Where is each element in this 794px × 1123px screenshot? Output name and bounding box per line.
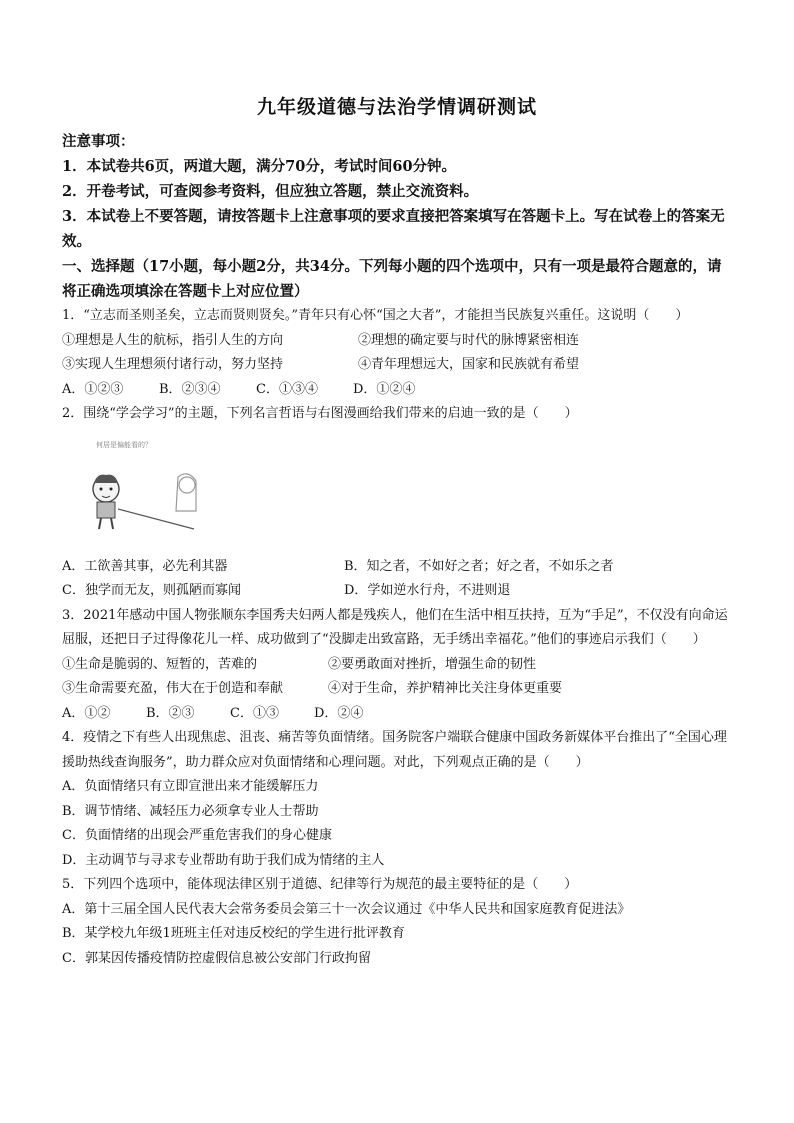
option-b: B．知之者，不如好之者；好之者，不如乐之者 <box>344 558 614 574</box>
option-b: B．调节情绪、减轻压力必须拿专业人士帮助 <box>62 803 319 819</box>
option-a: A．工欲善其事，必先利其器 <box>62 558 228 574</box>
option-c: C．负面情绪的出现会严重危害我们的身心健康 <box>62 828 332 843</box>
question-2-stem: 2．围绕“学会学习”的主题，下列名言哲语与右图漫画给我们带来的启迪一致的是（ ） <box>62 406 578 421</box>
notice-item: 3．本试卷上不要答题，请按答题卡上注意事项的要求直接把答案填写在答题卡上。写在试卷上的答案无效。 <box>62 208 725 250</box>
cartoon-illustration <box>74 433 202 545</box>
question-1-stem: 1．“立志而圣则圣矣，立志而贤则贤矣。”青年只有心怀“国之大者”，才能担当民族复兴重任。这说明（ ） <box>62 308 689 323</box>
option-c: C．郭某因传播疫情防控虚假信息被公安部门行政拘留 <box>62 950 371 966</box>
option-d: D．学如逆水行舟，不进则退 <box>344 583 511 598</box>
question-1-items <box>62 329 732 378</box>
statement-item: ②理想的确定要与时代的脉博紧密相连 <box>358 332 580 348</box>
statement-item: ②要勇敢面对挫折，增强生命的韧性 <box>328 656 537 672</box>
choice-d: D．②④ <box>314 705 364 721</box>
section-heading: 一、选择题（17小题，每小题2分，共34分。下列每小题的四个选项中，只有一项是最符合题意的，请将正确选项填涂在答题卡上对应位置） <box>62 258 722 300</box>
page-title: 九年级道德与法治学情调研测试 <box>256 96 537 118</box>
question-3-stem: 3．2021年感动中国人物张顺东李国秀夫妇两人都是残疾人，他们在生活中相互扶持，互为“手足”，不仅没有向命运屈服，还把日子过得像花儿一样、成功做到了“没脚走出致富路，无手绣出幸福花。”他们的事迹启示我们（ ） <box>62 607 728 647</box>
option-b: B．某学校九年级1班班主任对违反校纪的学生进行批评教育 <box>62 926 405 941</box>
choice-a: A．①②③ <box>62 381 124 397</box>
question-3-items <box>62 653 732 702</box>
option-a: A．第十三届全国人民代表大会常务委员会第三十一次会议通过《中华人民共和国家庭教育促进法》 <box>62 901 631 917</box>
statement-item: ③生命需要充盈，伟大在于创造和奉献 <box>62 681 284 696</box>
notice-item: 2．开卷考试，可查阅参考资料，但应独立答题，禁止交流资料。 <box>62 183 479 200</box>
question-1-choices <box>62 378 732 403</box>
notice-item: 1．本试卷共6页，两道大题，满分70分，考试时间60分钟。 <box>62 158 457 175</box>
statement-item: ③实现人生理想须付诸行动，努力坚持 <box>62 357 284 372</box>
cartoon-caption: 何居是偏能看的？ <box>96 440 152 449</box>
choice-c: C．①③ <box>230 705 279 721</box>
question-4-stem: 4．疫情之下有些人出现焦虑、沮丧、痛苦等负面情绪。国务院客户端联合健康中国政务新媒体平台推出了“全国心理援助热线查询服务”，助力群众应对负面情绪和心理问题。对此，下列观点正确的是（ ） <box>62 730 727 770</box>
choice-b: B．②③ <box>146 705 195 721</box>
choice-c: C．①③④ <box>256 381 318 397</box>
choice-d: D．①②④ <box>353 381 416 397</box>
statement-item: ④青年理想远大，国家和民族就有希望 <box>358 357 580 372</box>
statement-item: ④对于生命，养护精神比关注身体更重要 <box>328 681 563 696</box>
exam-page <box>62 92 732 971</box>
notice-heading: 注意事项： <box>62 133 135 150</box>
question-2-options <box>62 555 732 604</box>
statement-item: ①理想是人生的航标，指引人生的方向 <box>62 332 284 348</box>
choice-a: A．①② <box>62 705 111 721</box>
choice-b: B．②③④ <box>159 381 221 397</box>
option-a: A．负面情绪只有立即宣泄出来才能缓解压力 <box>62 779 319 794</box>
question-5-stem: 5．下列四个选项中，能体现法律区别于道德、纪律等行为规范的最主要特征的是（ ） <box>62 877 578 892</box>
option-c: C．独学而无友，则孤陋而寡闻 <box>62 583 241 598</box>
question-3-choices <box>62 702 732 727</box>
option-d: D．主动调节与寻求专业帮助有助于我们成为情绪的主人 <box>62 852 385 868</box>
statement-item: ①生命是脆弱的、短暂的，苦难的 <box>62 656 258 672</box>
